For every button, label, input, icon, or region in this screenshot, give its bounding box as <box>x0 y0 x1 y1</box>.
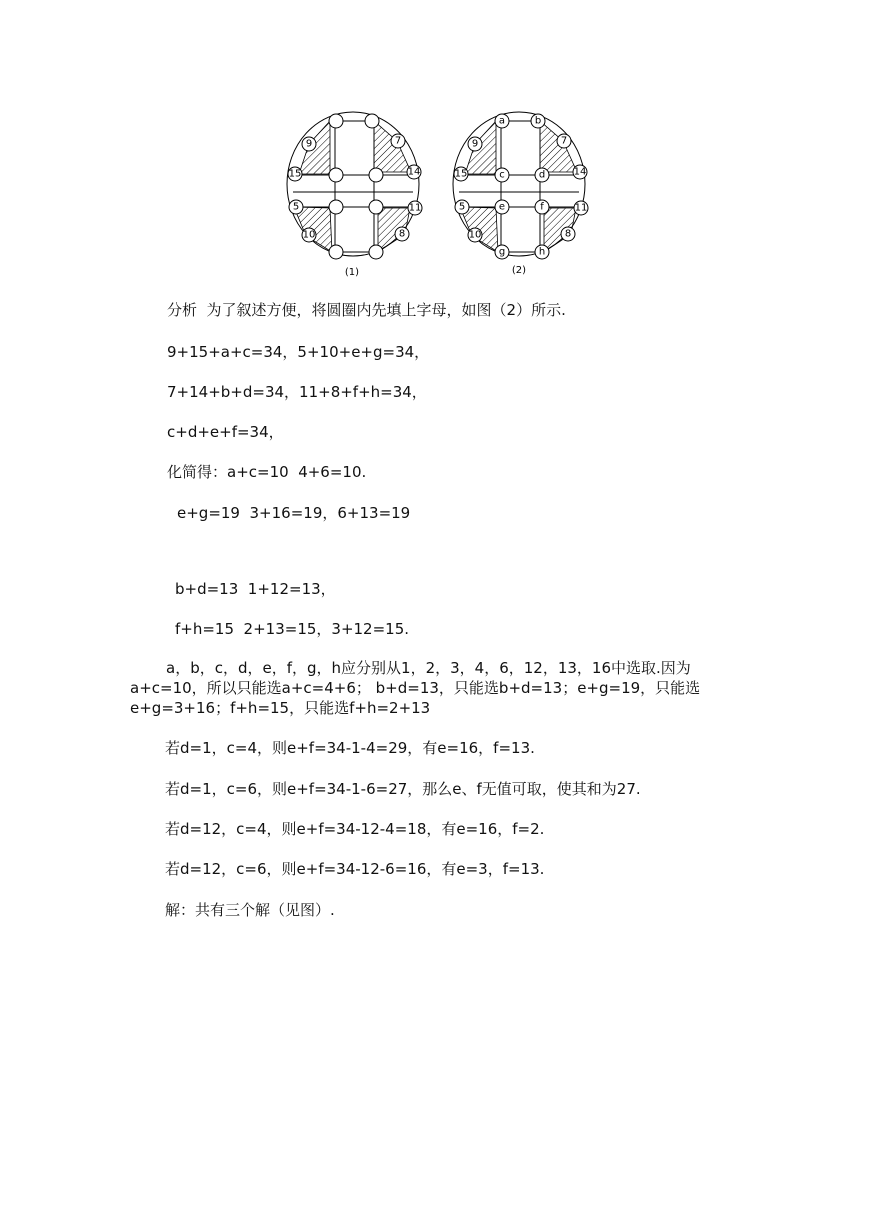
case-line: 若d=1，c=6，则e+f=34-1-6=27，那么e、f无值可取，使其和为27. <box>165 780 641 798</box>
figure-1-caption: (1) <box>344 267 360 278</box>
fig1-label: 11 <box>408 202 422 214</box>
equation-line: 9+15+a+c=34，5+10+e+g=34， <box>167 343 430 361</box>
fig2-label: b <box>534 115 542 127</box>
fig2-label: 15 <box>454 168 468 180</box>
equation-line: 7+14+b+d=34，11+8+f+h=34， <box>167 383 427 401</box>
fig1-label: 8 <box>398 228 406 240</box>
case-line: 若d=1，c=4，则e+f=34-1-4=29，有e=16，f=13. <box>165 739 535 757</box>
fig2-label: 9 <box>471 138 479 150</box>
fig1-label: 15 <box>288 168 302 180</box>
fig1-label: 10 <box>302 229 316 241</box>
magic-circle-figure <box>270 104 610 284</box>
fig2-label: 8 <box>564 228 572 240</box>
explanation-paragraph: a，b，c，d，e，f，g，h应分别从1，2，3，4，6，12，13，16中选取.因为a+c=10，所以只能选a+c=4+6； b+d=13，只能选b+d=13；e+g=19，只能选e+g=3+16；f+h=15，只能选f+h=2+13 <box>130 659 701 717</box>
fig2-label: 5 <box>458 201 466 213</box>
fig2-label: e <box>498 201 506 213</box>
case-line: 若d=12，c=6，则e+f=34-12-6=16，有e=3，f=13. <box>165 860 545 878</box>
equation-line: c+d+e+f=34， <box>167 423 284 441</box>
figure-diagram <box>270 104 610 284</box>
fig2-label: f <box>540 201 544 213</box>
figure-1 <box>287 112 422 278</box>
solution-line: 解：共有三个解（见图）. <box>165 901 335 919</box>
simplify-line: 化简得：a+c=10 4+6=10. <box>167 463 367 481</box>
fig2-label: 7 <box>560 135 568 147</box>
fig2-label: a <box>498 115 506 127</box>
fig2-label: 10 <box>468 229 482 241</box>
equation-line: e+g=19 3+16=19，6+13=19 <box>177 504 411 522</box>
equation-line: b+d=13 1+12=13， <box>175 580 336 598</box>
fig2-label: g <box>498 246 506 258</box>
fig1-label: 5 <box>292 201 300 213</box>
fig2-label: 14 <box>573 166 587 178</box>
fig1-label: 9 <box>305 138 313 150</box>
fig2-label: c <box>499 169 505 181</box>
figure-2 <box>453 112 588 276</box>
analysis-text: 分析 为了叙述方便，将圆圈内先填上字母，如图（2）所示. <box>167 301 566 319</box>
fig1-label: 7 <box>394 135 402 147</box>
fig1-label: 14 <box>407 166 421 178</box>
equation-line: f+h=15 2+13=15，3+12=15. <box>175 620 410 638</box>
fig2-label: h <box>538 246 546 258</box>
case-line: 若d=12，c=4，则e+f=34-12-4=18，有e=16，f=2. <box>165 820 545 838</box>
figure-2-caption: (2) <box>511 265 527 276</box>
fig2-label: 11 <box>574 202 588 214</box>
fig2-label: d <box>538 169 546 181</box>
